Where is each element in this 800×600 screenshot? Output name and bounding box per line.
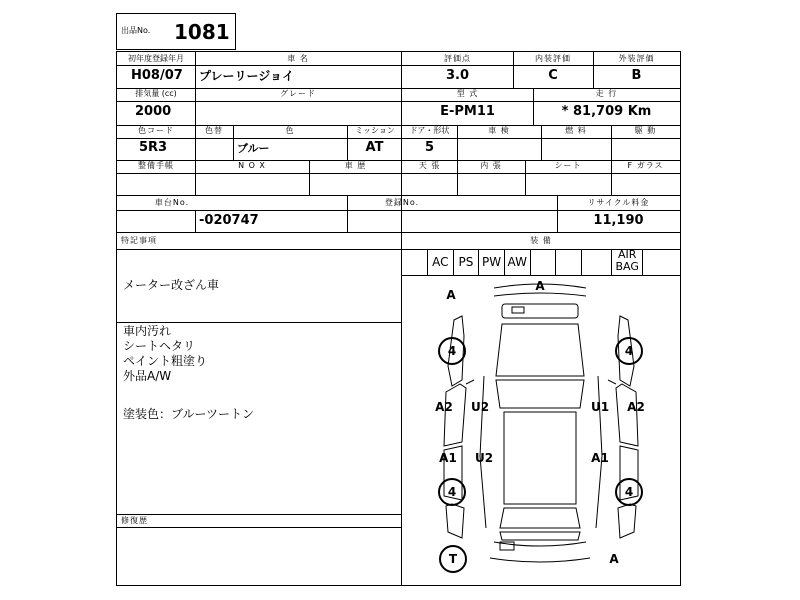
notes-line: 車内汚れ xyxy=(123,324,172,338)
label-nox: N O X xyxy=(238,161,266,170)
label-fuel: 燃 料 xyxy=(565,126,587,135)
listing-number-label: 出品No. xyxy=(121,26,151,35)
car-name-value: プレーリージョイ xyxy=(199,69,295,83)
color-value: ブルー xyxy=(237,142,270,155)
left-mirror xyxy=(466,380,474,384)
mark-rear-a: A xyxy=(609,552,619,566)
label-f-glass: F ガラス xyxy=(627,161,664,170)
rear-bumper xyxy=(494,542,586,546)
front-plate xyxy=(512,307,524,313)
color-code-value: 5R3 xyxy=(139,140,168,155)
mark-left-front-door-u: U2 xyxy=(470,400,490,414)
right-front-door xyxy=(616,384,638,446)
label-car-history: 車 歴 xyxy=(344,161,367,170)
label-exterior-score: 外装評価 xyxy=(618,54,655,63)
notes-line: 塗装色：ブルーツートン xyxy=(123,407,255,421)
listing-number-value: 1081 xyxy=(174,20,230,44)
label-repair-history: 修復歴 xyxy=(121,516,148,525)
label-first-reg: 初年度登録年月 xyxy=(128,54,184,63)
notes-line: 外品A/W xyxy=(123,369,172,383)
label-seat: シート xyxy=(554,161,582,170)
tire-front-right: 4 xyxy=(615,337,643,365)
mark-left-rear-door-u: U2 xyxy=(474,451,494,465)
model-value: E-PM11 xyxy=(440,104,495,119)
left-front-door xyxy=(444,384,466,446)
exterior-score-value: B xyxy=(631,68,642,83)
mark-left-rear-door-a: A1 xyxy=(439,451,457,465)
mark-top-center-a: A xyxy=(535,279,545,293)
label-transmission: ミッション xyxy=(355,126,395,135)
label-door-shape: ドア・形状 xyxy=(409,126,450,135)
rear-bumper xyxy=(490,558,590,562)
displacement-value: 2000 xyxy=(135,104,172,119)
label-inner-trim: 内 張 xyxy=(480,161,502,170)
right-mirror xyxy=(608,380,616,384)
label-score: 評価点 xyxy=(444,54,471,63)
rear-window xyxy=(500,508,580,528)
equip-empty xyxy=(581,249,612,276)
equip-aw: AW xyxy=(504,249,530,276)
label-chassis-no: 車台No. xyxy=(154,198,190,207)
spare-tire-marker: T xyxy=(439,545,467,573)
notes-list xyxy=(123,324,254,422)
equipment-grid xyxy=(427,249,643,276)
label-color-change: 色替 xyxy=(205,126,223,135)
label-interior-score: 内装評価 xyxy=(535,54,571,63)
windshield xyxy=(496,380,584,408)
transmission-value: AT xyxy=(365,140,384,155)
hood xyxy=(496,324,584,376)
mark-right-rear-door-a: A1 xyxy=(591,451,609,465)
label-mileage: 走 行 xyxy=(595,89,618,98)
interior-score-value: C xyxy=(548,68,558,83)
label-color-code: 色コード xyxy=(138,126,174,135)
mark-left-front-door-a: A2 xyxy=(435,400,453,414)
score-value: 3.0 xyxy=(445,68,470,83)
tire-rear-right: 4 xyxy=(615,478,643,506)
listing-number-box xyxy=(116,13,236,50)
equip-empty xyxy=(555,249,581,276)
notes-line: シートヘタリ xyxy=(123,339,196,353)
right-quarter xyxy=(618,504,636,538)
equip-airbag: AIR BAG xyxy=(611,249,643,276)
equip-empty xyxy=(530,249,556,276)
tire-front-left: 4 xyxy=(438,337,466,365)
label-displacement: 排気量 (cc) xyxy=(135,89,177,98)
recycle-fee-value: 11,190 xyxy=(593,213,644,228)
rear-body xyxy=(500,532,580,540)
label-inspection: 車 検 xyxy=(488,126,510,135)
label-color: 色 xyxy=(285,126,295,135)
first-reg-value: H08/07 xyxy=(131,68,183,83)
car-body-diagram xyxy=(402,276,680,584)
notes-line: ペイント粗塗り xyxy=(123,354,208,368)
equip-ps: PS xyxy=(453,249,479,276)
label-grade: グレード xyxy=(280,89,316,98)
front-bumper xyxy=(494,293,586,296)
label-maintenance: 整備手帳 xyxy=(138,161,174,170)
mark-top-left-a: A xyxy=(446,288,456,302)
equip-ac: AC xyxy=(427,249,453,276)
label-reg-no: 登録No. xyxy=(384,198,420,207)
label-drive: 駆 動 xyxy=(634,126,657,135)
mark-right-front-door-u: U1 xyxy=(590,400,610,414)
label-notes: 特記事項 xyxy=(121,236,157,245)
mileage-value: * 81,709 Km xyxy=(561,104,652,119)
equip-pw: PW xyxy=(478,249,504,276)
chassis-no-value: -020747 xyxy=(199,213,259,228)
tire-rear-left: 4 xyxy=(438,478,466,506)
notes-main: メーター改ざん車 xyxy=(123,278,220,292)
left-quarter xyxy=(446,504,464,538)
label-equipment: 装 備 xyxy=(530,236,552,245)
roof xyxy=(504,412,576,504)
front-grille xyxy=(502,304,578,318)
mark-right-front-door-a: A2 xyxy=(627,400,645,414)
label-model: 型 式 xyxy=(456,89,479,98)
label-ceiling: 天 張 xyxy=(418,161,441,170)
label-recycle-fee: リサイクル料金 xyxy=(587,198,650,207)
door-shape-value: 5 xyxy=(424,140,435,155)
label-car-name: 車 名 xyxy=(287,54,309,63)
notes-line xyxy=(123,384,254,407)
